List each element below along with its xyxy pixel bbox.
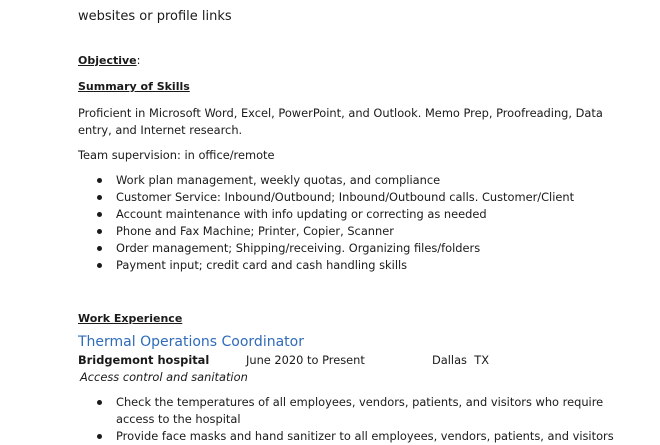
- skills-list: [97, 172, 574, 274]
- duty-line: Provide face masks and hand sanitizer to all employees, vendors, patients, and visitors: [116, 429, 614, 443]
- objective-heading: [78, 52, 140, 69]
- duty-item: [97, 394, 614, 428]
- duty-line: Check the temperatures of all employees, vendors, patients, and visitors who require: [116, 395, 604, 409]
- job-title: Thermal Operations Coordinator: [78, 334, 304, 350]
- duty-item: [97, 428, 614, 445]
- duties-list: [97, 394, 614, 445]
- team-supervision-line: Team supervision: in office/remote: [78, 148, 275, 162]
- objective-colon: :: [136, 53, 141, 67]
- duty-line: access to the hospital: [116, 412, 241, 426]
- links-line: websites or profile links: [78, 9, 232, 24]
- job-location: Dallas TX: [432, 353, 489, 367]
- skills-heading: Summary of Skills: [78, 80, 190, 93]
- job-role: Access control and sanitation: [80, 370, 248, 384]
- skill-item: Payment input; credit card and cash handling skills: [97, 257, 574, 274]
- skill-item: Account maintenance with info updating or correcting as needed: [97, 206, 574, 223]
- objective-heading-text: Objective: [78, 54, 137, 67]
- skills-intro-line-2: entry, and Internet research.: [78, 123, 243, 137]
- skill-item: Phone and Fax Machine; Printer, Copier, Scanner: [97, 223, 574, 240]
- employer-name: Bridgemont hospital: [78, 353, 210, 367]
- job-dates: June 2020 to Present: [246, 353, 365, 367]
- skill-item: Order management; Shipping/receiving. Organizing files/folders: [97, 240, 574, 257]
- skills-intro-line-1: Proficient in Microsoft Word, Excel, PowerPoint, and Outlook. Memo Prep, Proofreading, Data: [78, 106, 603, 120]
- skill-item: Customer Service: Inbound/Outbound; Inbound/Outbound calls. Customer/Client: [97, 189, 574, 206]
- work-experience-heading: Work Experience: [78, 312, 183, 325]
- skill-item: Work plan management, weekly quotas, and compliance: [97, 172, 574, 189]
